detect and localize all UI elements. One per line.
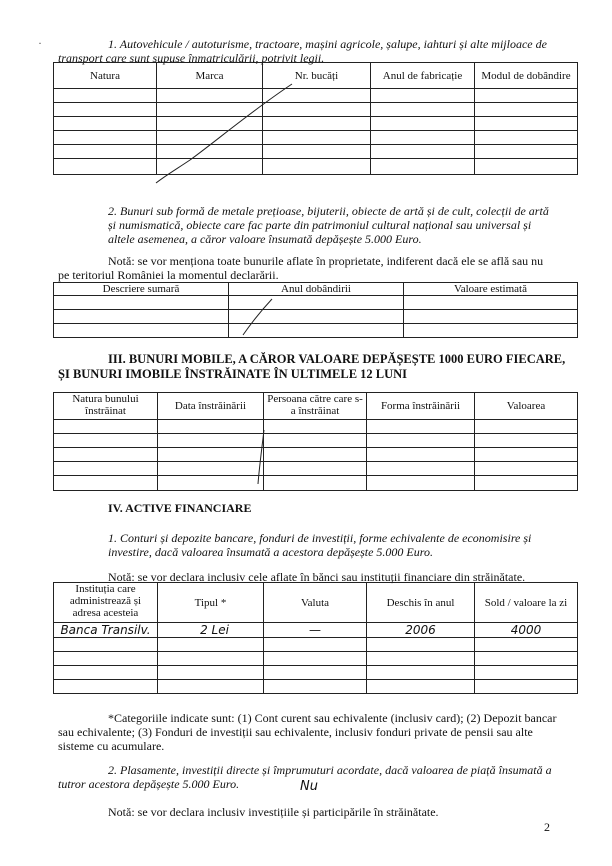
table-row [54,145,578,159]
investments-note: Notă: se vor declara inclusiv investițiile și participările în străinătate. [108,805,439,819]
table-row [54,476,578,491]
accounts-header-institutia: Instituția care administrează și adresa acesteia [54,583,158,623]
alienated-header-valoarea: Valoarea [475,393,578,420]
precious-note-line2: pe teritoriul României la momentul declarării. [58,268,279,282]
table-row [54,462,578,476]
accounts-header-valuta: Valuta [264,583,367,623]
investments-heading-line2: tutror acestora depășește 5.000 Euro. [58,777,240,791]
precious-goods-table [53,282,578,338]
accounts-heading-line1: 1. Conturi și depozite bancare, fonduri de investiții, forme echivalente de economisire și [108,531,532,545]
vehicles-heading-line2: transport care sunt supuse înmatriculării, potrivit legii. [58,51,325,65]
section-iii-title-line1: III. BUNURI MOBILE, A CĂROR VALOARE DEPĂȘEȘTE 1000 EURO FIECARE, [108,352,566,366]
precious-header-an-dobandire: Anul dobândirii [229,283,404,296]
account-balance-value: 4000 [475,623,578,638]
precious-heading-line3: altele asemenea, a căror valoare însumată depășește 5.000 Euro. [108,232,422,246]
precious-header-descriere: Descriere sumară [54,283,229,296]
precious-header-valoare: Valoare estimată [404,283,578,296]
table-row [54,117,578,131]
accounts-table [53,582,578,694]
table-row [54,131,578,145]
section-iv-title: IV. ACTIVE FINANCIARE [108,501,252,515]
footnote-line1: *Categoriile indicate sunt: (1) Cont curent sau echivalente (inclusiv card); (2) Depozit bancar [108,711,557,725]
alienated-header-forma: Forma înstrăinării [367,393,475,420]
footnote-line3: sisteme cu acumulare. [58,739,165,753]
table-row [54,652,578,666]
table-row [54,448,578,462]
accounts-header-sold: Sold / valoare la zi [475,583,578,623]
section-iii-title-line2: ȘI BUNURI IMOBILE ÎNSTRĂINATE ÎN ULTIMELE 12 LUNI [58,367,408,381]
account-institution-value: Banca Transilv. [54,623,158,638]
accounts-heading-line2: investire, dacă valoarea însumată a acestora depășește 5.000 Euro. [108,545,433,559]
account-currency-value: — [264,623,367,638]
account-opened-year-value: 2006 [367,623,475,638]
table-row [54,324,578,338]
investments-heading-line1: 2. Plasamente, investiții directe și împrumuturi acordate, dacă valoarea de piață însumată a [108,763,552,777]
page-number: 2 [544,820,550,834]
table-row [54,623,578,638]
alienated-header-data: Data înstrăinării [158,393,264,420]
precious-note-line1: Notă: se vor menționa toate bunurile aflate în proprietate, indiferent dacă ele se află sau nu [108,254,544,268]
vehicles-heading-line1: 1. Autovehicule / autoturisme, tractoare, mașini agricole, șalupe, iahturi și alte mijloace de [108,37,547,51]
accounts-header-deschis: Deschis în anul [367,583,475,623]
investments-handwritten-answer: Nu [300,780,318,794]
table-row [54,666,578,680]
table-row [54,89,578,103]
table-row [54,434,578,448]
table-row [54,420,578,434]
table-row [54,103,578,117]
footnote-line2: sau echivalente; (3) Fonduri de investiții sau echivalente, inclusiv fonduri private de pensii sau alte [58,725,533,739]
table-row [54,638,578,652]
vehicles-table [53,62,578,175]
scan-mark: · [38,36,42,50]
account-type-value: 2 Lei [158,623,264,638]
accounts-note: Notă: se vor declara inclusiv cele aflate în bănci sau instituții financiare din străinătate. [108,570,526,584]
table-row [54,680,578,694]
alienated-header-natura: Natura bunului înstrăinat [54,393,158,420]
table-row [54,310,578,324]
precious-heading-line2: și numismatică, obiecte care fac parte din patrimoniul cultural național sau universal și [108,218,532,232]
table-row [54,159,578,175]
table-row [54,296,578,310]
vehicles-header-marca: Marca [157,63,263,89]
accounts-header-tipul: Tipul * [158,583,264,623]
precious-heading-line1: 2. Bunuri sub formă de metale prețioase, bijuterii, obiecte de artă și de cult, colecții de artă [108,204,549,218]
vehicles-header-mod-dobandire: Modul de dobândire [475,63,578,89]
alienated-header-persoana: Persoana către care s-a înstrăinat [264,393,367,420]
vehicles-header-natura: Natura [54,63,157,89]
vehicles-header-nr-bucati: Nr. bucăți [263,63,371,89]
alienated-goods-table [53,392,578,491]
vehicles-header-an-fabricatie: Anul de fabricație [371,63,475,89]
